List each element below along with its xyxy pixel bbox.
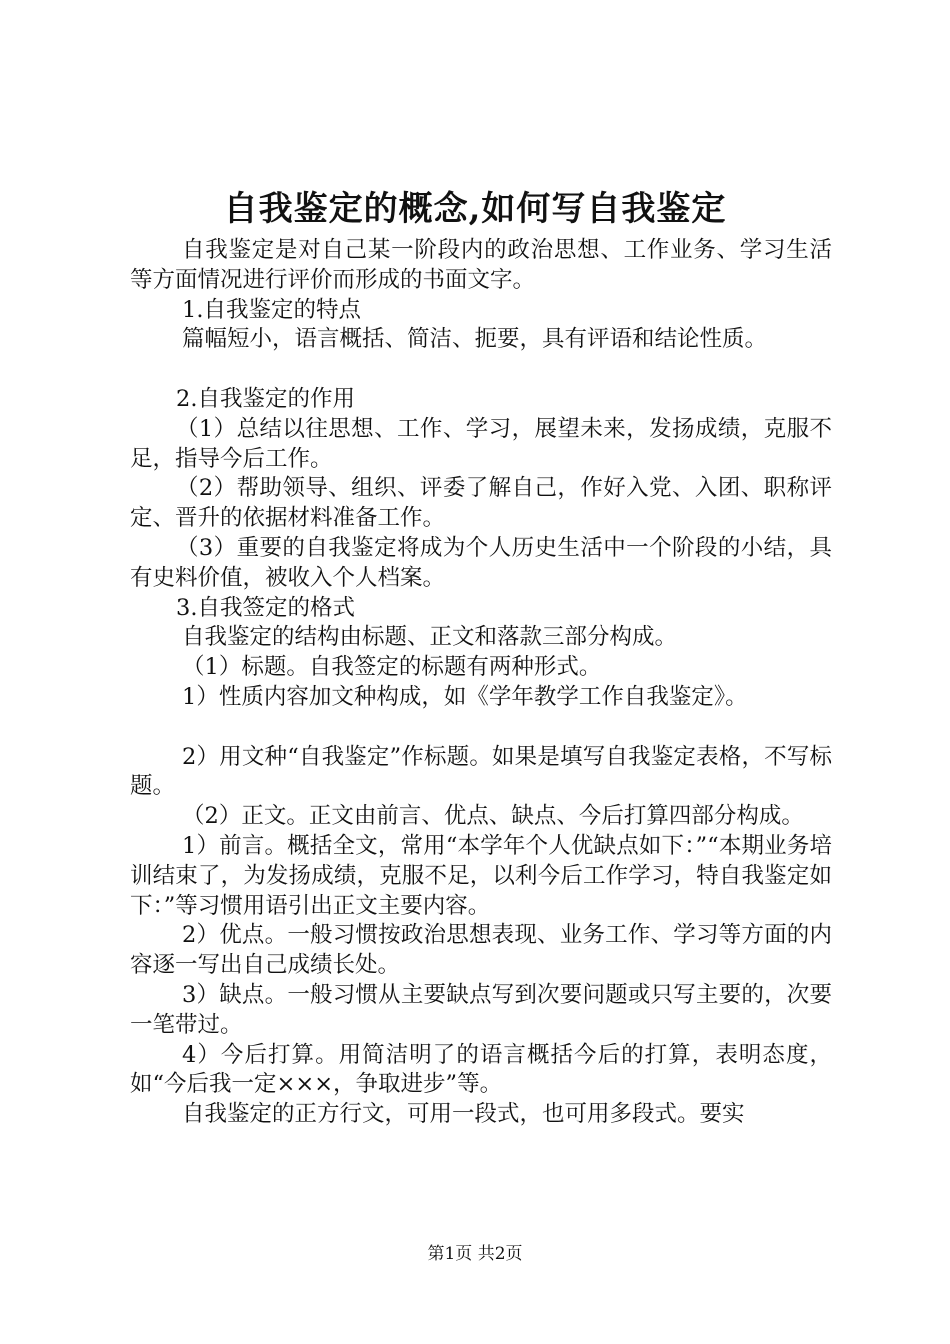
paragraph: 4）今后打算。用简洁明了的语言概括今后的打算，表明态度，如“今后我一定×××，争取进步”等。 xyxy=(130,1041,832,1098)
paragraph: 自我鉴定是对自己某一阶段内的政治思想、工作业务、学习生活等方面情况进行评价而形成的书面文字。 xyxy=(130,237,832,293)
section-heading: 1.自我鉴定的特点 xyxy=(182,296,361,323)
paragraph: （2）帮助领导、组织、评委了解自己，作好入党、入团、职称评定、晋升的依据材料准备工作。 xyxy=(130,475,832,532)
paragraph: 1）前言。概括全文，常用“本学年个人优缺点如下：”“本期业务培训结束了，为发扬成绩，克服不足，以利今后工作学习，特自我鉴定如下：”等习惯用语引出正文主要内容。 xyxy=(130,832,832,919)
paragraph: 3）缺点。一般习惯从主要缺点写到次要问题或只写主要的，次要一笔带过。 xyxy=(130,981,832,1038)
section-heading: 3.自我签定的格式 xyxy=(176,594,355,621)
document-body xyxy=(130,236,832,1130)
section-heading: 2.自我鉴定的作用 xyxy=(176,385,355,412)
paragraph: 2）优点。一般习惯按政治思想表现、业务工作、学习等方面的内容逐一写出自己成绩长处。 xyxy=(130,922,832,979)
paragraph: （2）正文。正文由前言、优点、缺点、今后打算四部分构成。 xyxy=(182,803,804,830)
paragraph: （1）总结以往思想、工作、学习，展望未来，发扬成绩，克服不足，指导今后工作。 xyxy=(130,415,832,472)
paragraph: 自我鉴定的正方行文，可用一段式，也可用多段式。要实 xyxy=(182,1101,745,1128)
paragraph: 1）性质内容加文种构成，如《学年教学工作自我鉴定》。 xyxy=(182,683,748,710)
paragraph: 篇幅短小，语言概括、简洁、扼要，具有评语和结论性质。 xyxy=(182,326,768,353)
paragraph: 自我鉴定的结构由标题、正文和落款三部分构成。 xyxy=(182,624,678,651)
paragraph: （3）重要的自我鉴定将成为个人历史生活中一个阶段的小结，具有史料价值，被收入个人档案。 xyxy=(130,534,832,591)
blank-line xyxy=(130,713,832,743)
blank-line xyxy=(130,355,832,385)
document-title: 自我鉴定的概念,如何写自我鉴定 xyxy=(223,189,727,229)
page-footer: 第1页 共2页 xyxy=(427,1244,523,1264)
paragraph: （1）标题。自我签定的标题有两种形式。 xyxy=(182,654,602,681)
paragraph: 2）用文种“自我鉴定”作标题。如果是填写自我鉴定表格，不写标题。 xyxy=(130,743,832,800)
